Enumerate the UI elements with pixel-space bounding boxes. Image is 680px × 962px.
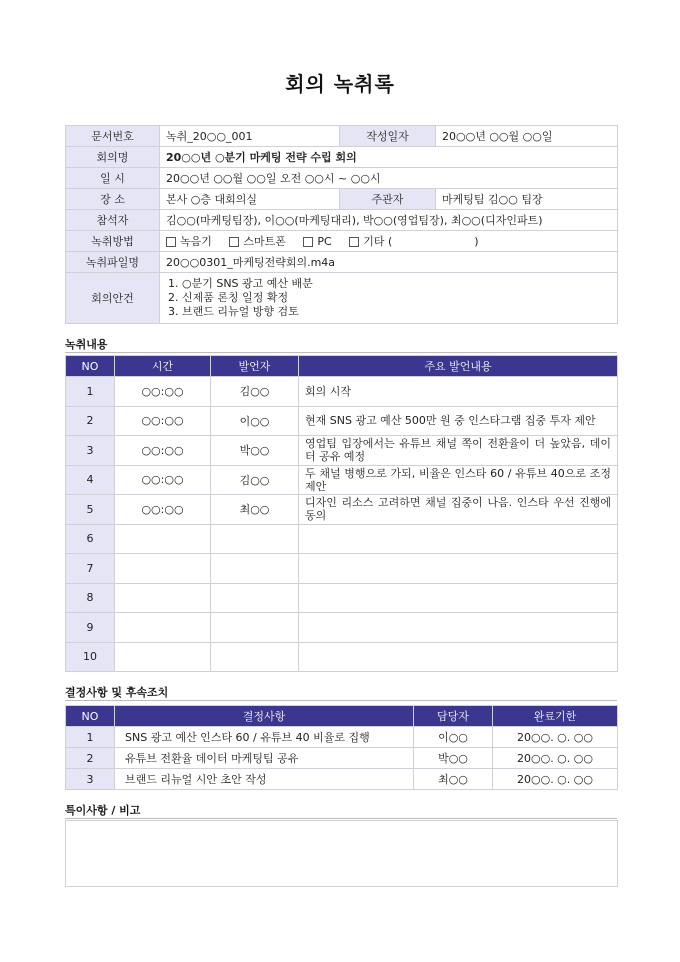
table-row (66, 583, 618, 613)
host-label: 주관자 (340, 189, 436, 210)
method-option-recorder[interactable]: 녹음기 (166, 235, 212, 248)
checkbox-icon[interactable] (166, 237, 176, 247)
row-due: 20○○. ○. ○○ (493, 748, 618, 769)
row-time: ○○:○○ (115, 495, 211, 525)
row-no: 7 (66, 554, 115, 584)
datetime-value: 20○○년 ○○월 ○○일 오전 ○○시 ~ ○○시 (160, 168, 618, 189)
meeting-name-value: 20○○년 ○분기 마케팅 전략 수립 회의 (160, 147, 618, 168)
col-header-speaker: 발언자 (211, 356, 299, 377)
records-table (65, 355, 618, 672)
section-divider (65, 818, 617, 819)
agenda-item: 1. ○분기 SNS 광고 예산 배분 (168, 277, 313, 290)
meeting-name-label: 회의명 (66, 147, 160, 168)
file-value: 20○○0301_마케팅전략회의.m4a (160, 252, 618, 273)
agenda-label: 회의안건 (66, 273, 160, 324)
section-divider (65, 700, 617, 701)
host-value: 마케팅팀 김○○ 팀장 (436, 189, 618, 210)
row-due: 20○○. ○. ○○ (493, 727, 618, 748)
row-time: ○○:○○ (115, 465, 211, 495)
table-row (66, 748, 618, 769)
row-speaker: 김○○ (211, 377, 299, 407)
table-row (66, 727, 618, 748)
row-content (299, 613, 618, 643)
notes-section-title: 특이사항 / 비고 (65, 804, 141, 817)
row-time (115, 642, 211, 672)
method-option-smartphone[interactable]: 스마트폰 (229, 235, 286, 248)
row-no: 6 (66, 524, 115, 554)
row-no: 8 (66, 583, 115, 613)
col-header-no: NO (66, 356, 115, 377)
checkbox-icon[interactable] (229, 237, 239, 247)
row-no: 9 (66, 613, 115, 643)
col-header-time: 시간 (115, 356, 211, 377)
place-value: 본사 ○층 대회의실 (160, 189, 340, 210)
row-due: 20○○. ○. ○○ (493, 769, 618, 790)
doc-no-value: 녹취_20○○_001 (160, 126, 340, 147)
row-content: 디자인 리소스 고려하면 채널 집중이 나음. 인스타 우선 진행에 동의 (299, 495, 618, 525)
row-no: 4 (66, 465, 115, 495)
row-no: 2 (66, 406, 115, 436)
row-speaker: 이○○ (211, 406, 299, 436)
row-decision: 브랜드 리뉴얼 시안 초안 작성 (115, 769, 414, 790)
row-content (299, 554, 618, 584)
checkbox-icon[interactable] (349, 237, 359, 247)
row-no: 3 (66, 769, 115, 790)
row-time: ○○:○○ (115, 406, 211, 436)
col-header-no: NO (66, 706, 115, 727)
datetime-label: 일 시 (66, 168, 160, 189)
table-row (66, 406, 618, 436)
date-label: 작성일자 (340, 126, 436, 147)
row-time: ○○:○○ (115, 377, 211, 407)
col-header-owner: 담당자 (414, 706, 493, 727)
row-no: 1 (66, 727, 115, 748)
row-no: 5 (66, 495, 115, 525)
method-options (160, 231, 618, 252)
table-row (66, 554, 618, 584)
decisions-section-title: 결정사항 및 후속조치 (65, 686, 169, 699)
row-content: 영업팀 입장에서는 유튜브 채널 쪽이 전환율이 더 높았음, 데이터 공유 예정 (299, 436, 618, 466)
row-no: 2 (66, 748, 115, 769)
notes-box[interactable] (65, 820, 618, 887)
method-label: 녹취방법 (66, 231, 160, 252)
row-speaker (211, 642, 299, 672)
method-option-other[interactable]: 기타 ( ) (349, 235, 478, 248)
row-time (115, 554, 211, 584)
checkbox-icon[interactable] (303, 237, 313, 247)
meeting-info-table (65, 125, 618, 324)
row-content: 회의 시작 (299, 377, 618, 407)
table-row (66, 436, 618, 466)
table-row (66, 613, 618, 643)
col-header-due: 완료기한 (493, 706, 618, 727)
row-time (115, 583, 211, 613)
row-content (299, 583, 618, 613)
place-label: 장 소 (66, 189, 160, 210)
records-section-title: 녹취내용 (65, 338, 108, 351)
row-speaker: 최○○ (211, 495, 299, 525)
attendees-label: 참석자 (66, 210, 160, 231)
row-speaker (211, 613, 299, 643)
method-option-pc[interactable]: PC (303, 235, 331, 248)
table-row (66, 769, 618, 790)
table-row (66, 465, 618, 495)
row-content (299, 524, 618, 554)
table-row (66, 642, 618, 672)
decisions-table (65, 705, 618, 790)
table-row (66, 495, 618, 525)
row-decision: 유튜브 전환율 데이터 마케팅팀 공유 (115, 748, 414, 769)
row-time (115, 613, 211, 643)
attendees-value: 김○○(마케팅팀장), 이○○(마케팅대리), 박○○(영업팀장), 최○○(디자인파트) (160, 210, 618, 231)
row-content (299, 642, 618, 672)
agenda-item: 3. 브랜드 리뉴얼 방향 검토 (168, 305, 299, 318)
row-speaker (211, 524, 299, 554)
row-content: 두 채널 병행으로 가되, 비율은 인스타 60 / 유튜브 40으로 조정 제안 (299, 465, 618, 495)
table-row (66, 377, 618, 407)
row-time (115, 524, 211, 554)
date-value: 20○○년 ○○월 ○○일 (436, 126, 618, 147)
section-divider (65, 352, 617, 353)
row-no: 3 (66, 436, 115, 466)
row-content: 현재 SNS 광고 예산 500만 원 중 인스타그램 집중 투자 제안 (299, 406, 618, 436)
row-speaker: 박○○ (211, 436, 299, 466)
row-owner: 이○○ (414, 727, 493, 748)
row-owner: 최○○ (414, 769, 493, 790)
table-row (66, 524, 618, 554)
row-time: ○○:○○ (115, 436, 211, 466)
row-owner: 박○○ (414, 748, 493, 769)
agenda-item: 2. 신제품 론칭 일정 확정 (168, 291, 289, 304)
document-title: 회의 녹취록 (285, 72, 395, 96)
row-no: 1 (66, 377, 115, 407)
row-speaker: 김○○ (211, 465, 299, 495)
col-header-decision: 결정사항 (115, 706, 414, 727)
row-decision: SNS 광고 예산 인스타 60 / 유튜브 40 비율로 집행 (115, 727, 414, 748)
file-label: 녹취파일명 (66, 252, 160, 273)
agenda-list (160, 273, 618, 324)
col-header-content: 주요 발언내용 (299, 356, 618, 377)
row-no: 10 (66, 642, 115, 672)
row-speaker (211, 583, 299, 613)
doc-no-label: 문서번호 (66, 126, 160, 147)
row-speaker (211, 554, 299, 584)
